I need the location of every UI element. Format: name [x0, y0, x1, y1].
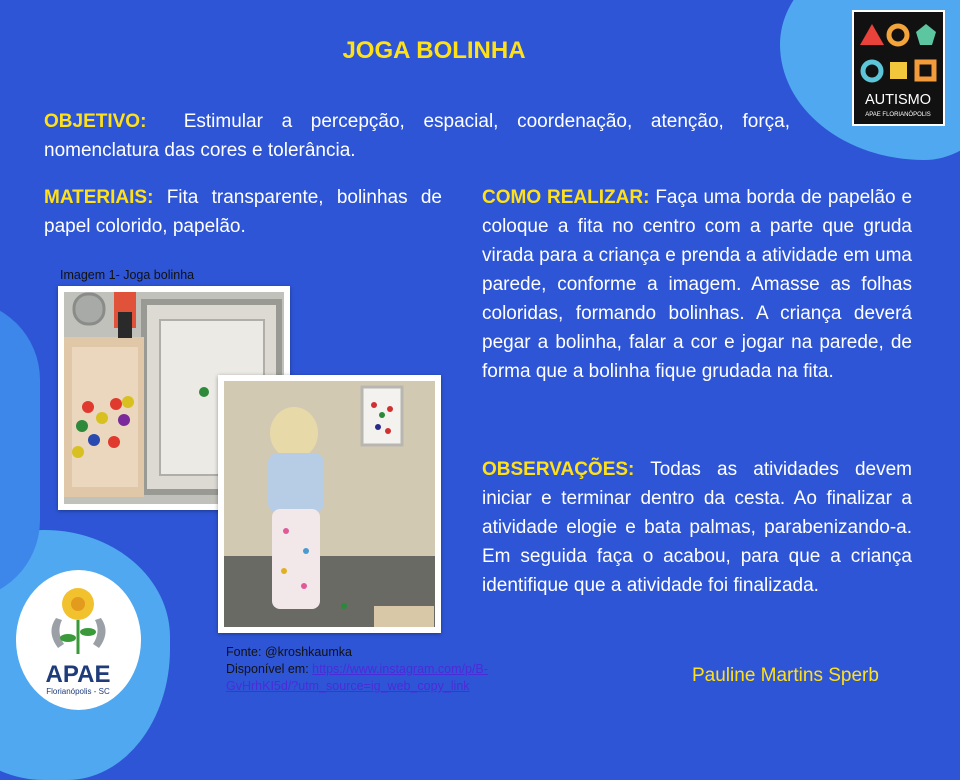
fonte-value: @kroshkaumka: [264, 645, 352, 659]
objetivo-label: OBJETIVO:: [44, 111, 147, 132]
page-title: JOGA BOLINHA: [342, 37, 526, 64]
flower-icon: [51, 588, 105, 654]
observacoes-text: Todas as atividades devem iniciar e terminar dentro da cesta. Ao finalizar a atividade elogie e bata palmas, parabenizando-a. Em seguida faça o acabou, para que a criança identifique que a atividade foi finalizada.: [482, 459, 913, 596]
como-realizar-label: COMO REALIZAR:: [482, 187, 650, 208]
apae-logo-text: APAE: [45, 661, 111, 688]
image-caption: Imagem 1- Joga bolinha: [60, 268, 195, 282]
disponivel-label: Disponível em:: [226, 662, 309, 676]
observacoes-section: [482, 455, 912, 600]
apae-logo: [16, 570, 141, 710]
materiais-text: Fita transparente, bolinhas de papel colorido, papelão.: [44, 187, 442, 237]
autismo-logo: [852, 10, 945, 126]
apae-logo-subtext: Florianópolis - SC: [46, 687, 110, 696]
como-realizar-section: [482, 183, 912, 386]
objetivo-text: Estimular a percepção, espacial, coordenação, atenção, força, nomenclatura das cores e tolerância.: [44, 111, 790, 161]
como-realizar-text: Faça uma borda de papelão e coloque a fita no centro com a parte que gruda virada para a criança e prenda a atividade em uma parede, conforme a imagem. Amasse as folhas coloridas, formando bolinhas. A criança deverá pegar a bolinha, falar a cor e jogar na parede, de forma que a bolinha fique grudada na fita.: [482, 187, 913, 382]
autismo-logo-subtext: APAE FLORIANÓPOLIS: [865, 112, 931, 118]
objetivo-section: [44, 107, 790, 165]
source-credit: [226, 644, 556, 695]
fonte-label: Fonte:: [226, 645, 262, 659]
materiais-section: [44, 183, 442, 241]
observacoes-label: OBSERVAÇÕES:: [482, 459, 635, 480]
author-name: Pauline Martins Sperb: [692, 665, 879, 686]
materiais-label: MATERIAIS:: [44, 187, 154, 208]
source-link[interactable]: https://www.instagram.com/p/B-GvHrhKI5d/?utm_source=ig_web_copy_link: [226, 662, 488, 693]
autismo-logo-text: AUTISMO: [864, 92, 932, 108]
photo-child: [218, 375, 441, 633]
